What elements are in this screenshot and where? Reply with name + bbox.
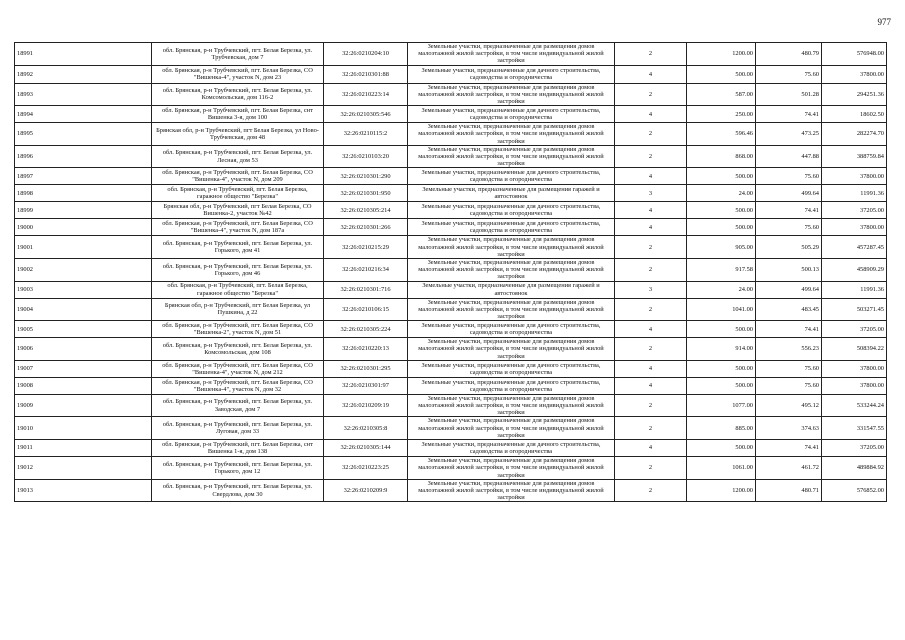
category-cell: 4 — [615, 65, 687, 83]
permitted-use-cell: Земельные участки, предназначенные для дачного строительства, садоводства и огородничества — [408, 202, 615, 219]
cadastral-value-cell: 508394.22 — [822, 338, 887, 361]
unit-price-cell: 75.60 — [756, 219, 822, 236]
area-cell: 1200.00 — [687, 43, 756, 66]
cadastral-number-cell: 32:26:0210301:290 — [324, 168, 408, 185]
table-row — [15, 440, 887, 457]
area-cell: 1041.00 — [687, 298, 756, 321]
address-cell: обл. Брянская, р-н Трубчевский, пгт. Белая Березка, СО "Вишенка-4", участок N, дом 23 — [152, 65, 324, 83]
unit-price-cell: 505.29 — [756, 236, 822, 259]
area-cell: 500.00 — [687, 168, 756, 185]
unit-price-cell: 499.64 — [756, 281, 822, 298]
permitted-use-cell: Земельные участки, предназначенные для размещения домов малоэтажной жилой застройки, в том числе индивидуальной жилой застройки — [408, 394, 615, 417]
cadastral-number-cell: 32:26:0210209:19 — [324, 394, 408, 417]
area-cell: 917.58 — [687, 259, 756, 282]
unit-price-cell: 374.63 — [756, 417, 822, 440]
address-cell: обл. Брянская, р-н Трубчевский, пгт. Белая Березка, ул. Заводская, дом 7 — [152, 394, 324, 417]
table-row — [15, 236, 887, 259]
cadastral-number-cell: 32:26:0210301:950 — [324, 185, 408, 202]
address-cell: обл. Брянская, р-н Трубчевский, пгт. Белая Березка, ул. Комсомольская, дом 108 — [152, 338, 324, 361]
cadastral-number-cell: 32:26:0210223:14 — [324, 83, 408, 106]
row-number-cell: 19004 — [15, 298, 152, 321]
unit-price-cell: 480.79 — [756, 43, 822, 66]
permitted-use-cell: Земельные участки, предназначенные для дачного строительства, садоводства и огородничества — [408, 440, 615, 457]
address-cell: обл. Брянская, р-н Трубчевский, пгт. Белая Березка, гаражное общество "Березка" — [152, 281, 324, 298]
permitted-use-cell: Земельные участки, предназначенные для дачного строительства, садоводства и огородничества — [408, 360, 615, 377]
cadastral-value-cell: 388759.84 — [822, 145, 887, 168]
area-cell: 500.00 — [687, 360, 756, 377]
area-cell: 596.46 — [687, 123, 756, 146]
unit-price-cell: 75.60 — [756, 360, 822, 377]
cadastral-value-cell: 503271.45 — [822, 298, 887, 321]
area-cell: 1061.00 — [687, 457, 756, 480]
unit-price-cell: 75.60 — [756, 65, 822, 83]
category-cell: 4 — [615, 321, 687, 338]
table-row — [15, 417, 887, 440]
table-row — [15, 145, 887, 168]
address-cell: обл. Брянская, р-н Трубчевский, пгт. Белая Березка, ул. Трубчевская, дом 7 — [152, 43, 324, 66]
permitted-use-cell: Земельные участки, предназначенные для дачного строительства, садоводства и огородничества — [408, 65, 615, 83]
table-row — [15, 202, 887, 219]
permitted-use-cell: Земельные участки, предназначенные для размещения домов малоэтажной жилой застройки, в том числе индивидуальной жилой застройки — [408, 43, 615, 66]
area-cell: 500.00 — [687, 65, 756, 83]
area-cell: 914.00 — [687, 338, 756, 361]
row-number-cell: 19010 — [15, 417, 152, 440]
address-cell: обл. Брянская, р-н Трубчевский, пгт. Белая Березка, снт Вишенка 1-я, дом 138 — [152, 440, 324, 457]
address-cell: обл. Брянская, р-н Трубчевский, пгт. Белая Березка, ул. Горького, дом 41 — [152, 236, 324, 259]
permitted-use-cell: Земельные участки, предназначенные для размещения гаражей и автостоянок — [408, 281, 615, 298]
cadastral-number-cell: 32:26:0210301:266 — [324, 219, 408, 236]
row-number-cell: 19005 — [15, 321, 152, 338]
row-number-cell: 19000 — [15, 219, 152, 236]
permitted-use-cell: Земельные участки, предназначенные для размещения домов малоэтажной жилой застройки, в том числе индивидуальной жилой застройки — [408, 236, 615, 259]
cadastral-value-cell: 533244.24 — [822, 394, 887, 417]
permitted-use-cell: Земельные участки, предназначенные для дачного строительства, садоводства и огородничества — [408, 168, 615, 185]
row-number-cell: 19007 — [15, 360, 152, 377]
cadastral-value-cell: 37800.00 — [822, 377, 887, 394]
row-number-cell: 19012 — [15, 457, 152, 480]
area-cell: 24.00 — [687, 185, 756, 202]
address-cell: обл. Брянская, р-н Трубчевский, пгт. Белая Березка, гаражное общество "Березка" — [152, 185, 324, 202]
unit-price-cell: 75.60 — [756, 377, 822, 394]
area-cell: 250.00 — [687, 106, 756, 123]
cadastral-number-cell: 32:26:0210305:144 — [324, 440, 408, 457]
cadastral-value-cell: 11991.36 — [822, 185, 887, 202]
permitted-use-cell: Земельные участки, предназначенные для размещения домов малоэтажной жилой застройки, в том числе индивидуальной жилой застройки — [408, 417, 615, 440]
address-cell: обл. Брянская, р-н Трубчевский, пгт. Белая Березка, снт Вишенка 3-я, дом 100 — [152, 106, 324, 123]
table-row — [15, 298, 887, 321]
address-cell: обл. Брянская, р-н Трубчевский, пгт. Белая Березка, ул. Луговая, дом 33 — [152, 417, 324, 440]
category-cell: 2 — [615, 259, 687, 282]
category-cell: 3 — [615, 185, 687, 202]
table-row — [15, 321, 887, 338]
unit-price-cell: 74.41 — [756, 202, 822, 219]
category-cell: 2 — [615, 83, 687, 106]
cadastral-number-cell: 32:26:0210215:29 — [324, 236, 408, 259]
category-cell: 2 — [615, 145, 687, 168]
category-cell: 4 — [615, 106, 687, 123]
row-number-cell: 18991 — [15, 43, 152, 66]
cadastral-number-cell: 32:26:0210305:546 — [324, 106, 408, 123]
category-cell: 2 — [615, 236, 687, 259]
cadastral-number-cell: 32:26:0210305:8 — [324, 417, 408, 440]
unit-price-cell: 473.25 — [756, 123, 822, 146]
table-row — [15, 168, 887, 185]
category-cell: 2 — [615, 338, 687, 361]
row-number-cell: 19001 — [15, 236, 152, 259]
address-cell: Брянская обл, р-н Трубчевский, пгт Белая Березка, ул Пушкина, д 22 — [152, 298, 324, 321]
category-cell: 4 — [615, 202, 687, 219]
unit-price-cell: 74.41 — [756, 440, 822, 457]
unit-price-cell: 501.28 — [756, 83, 822, 106]
table-row — [15, 377, 887, 394]
cadastral-number-cell: 32:26:0210220:13 — [324, 338, 408, 361]
row-number-cell: 19009 — [15, 394, 152, 417]
permitted-use-cell: Земельные участки, предназначенные для размещения домов малоэтажной жилой застройки, в том числе индивидуальной жилой застройки — [408, 83, 615, 106]
cadastral-number-cell: 32:26:0210301:88 — [324, 65, 408, 83]
category-cell: 3 — [615, 281, 687, 298]
table-row — [15, 185, 887, 202]
unit-price-cell: 74.41 — [756, 321, 822, 338]
cadastral-value-cell: 331547.55 — [822, 417, 887, 440]
cadastral-value-cell: 576948.00 — [822, 43, 887, 66]
cadastral-number-cell: 32:26:0210305:214 — [324, 202, 408, 219]
row-number-cell: 18996 — [15, 145, 152, 168]
unit-price-cell: 499.64 — [756, 185, 822, 202]
table-row — [15, 123, 887, 146]
cadastral-number-cell: 32:26:0210115:2 — [324, 123, 408, 146]
area-cell: 500.00 — [687, 202, 756, 219]
cadastral-number-cell: 32:26:0210103:20 — [324, 145, 408, 168]
unit-price-cell: 480.71 — [756, 479, 822, 502]
cadastral-value-cell: 37800.00 — [822, 65, 887, 83]
address-cell: обл. Брянская, р-н Трубчевский, пгт. Белая Березка, ул. Комсомольская, дом 116-2 — [152, 83, 324, 106]
table-row — [15, 106, 887, 123]
cadastral-number-cell: 32:26:0210301:295 — [324, 360, 408, 377]
category-cell: 4 — [615, 219, 687, 236]
table-row — [15, 281, 887, 298]
area-cell: 500.00 — [687, 440, 756, 457]
row-number-cell: 19006 — [15, 338, 152, 361]
address-cell: обл. Брянская, р-н Трубчевский, пгт. Белая Березка, ул. Свердлова, дом 30 — [152, 479, 324, 502]
permitted-use-cell: Земельные участки, предназначенные для размещения домов малоэтажной жилой застройки, в том числе индивидуальной жилой застройки — [408, 479, 615, 502]
address-cell: обл. Брянская, р-н Трубчевский, пгт. Белая Березка, СО "Вишенка-4", участок N, дом 187а — [152, 219, 324, 236]
area-cell: 905.00 — [687, 236, 756, 259]
table-row — [15, 65, 887, 83]
area-cell: 868.00 — [687, 145, 756, 168]
cadastral-value-cell: 294251.36 — [822, 83, 887, 106]
category-cell: 4 — [615, 360, 687, 377]
cadastral-number-cell: 32:26:0210106:15 — [324, 298, 408, 321]
address-cell: Брянская обл, р-н Трубчевский, пгт Белая Березка, СО Вишенка-2, участок №42 — [152, 202, 324, 219]
area-cell: 885.00 — [687, 417, 756, 440]
address-cell: обл. Брянская, р-н Трубчевский, пгт. Белая Березка, СО "Вишенка-4", участок N, дом 32 — [152, 377, 324, 394]
table-row — [15, 394, 887, 417]
area-cell: 587.00 — [687, 83, 756, 106]
table-row — [15, 219, 887, 236]
permitted-use-cell: Земельные участки, предназначенные для размещения домов малоэтажной жилой застройки, в том числе индивидуальной жилой застройки — [408, 457, 615, 480]
address-cell: обл. Брянская, р-н Трубчевский, пгт. Белая Березка, ул. Лесная, дом 53 — [152, 145, 324, 168]
unit-price-cell: 556.23 — [756, 338, 822, 361]
address-cell: обл. Брянская, р-н Трубчевский, пгт. Белая Березка, СО "Вишенка-4", участок N, дом 209 — [152, 168, 324, 185]
category-cell: 2 — [615, 298, 687, 321]
row-number-cell: 18998 — [15, 185, 152, 202]
row-number-cell: 19003 — [15, 281, 152, 298]
table-row — [15, 479, 887, 502]
area-cell: 500.00 — [687, 219, 756, 236]
cadastral-value-table — [14, 42, 887, 502]
area-cell: 500.00 — [687, 377, 756, 394]
area-cell: 1077.00 — [687, 394, 756, 417]
cadastral-number-cell: 32:26:0210301:97 — [324, 377, 408, 394]
cadastral-number-cell: 32:26:0210216:34 — [324, 259, 408, 282]
cadastral-value-cell: 11991.36 — [822, 281, 887, 298]
permitted-use-cell: Земельные участки, предназначенные для дачного строительства, садоводства и огородничества — [408, 106, 615, 123]
row-number-cell: 18994 — [15, 106, 152, 123]
area-cell: 1200.00 — [687, 479, 756, 502]
category-cell: 4 — [615, 168, 687, 185]
category-cell: 2 — [615, 479, 687, 502]
row-number-cell: 18997 — [15, 168, 152, 185]
table-row — [15, 259, 887, 282]
page-number: 977 — [877, 17, 891, 27]
cadastral-number-cell: 32:26:0210301:716 — [324, 281, 408, 298]
permitted-use-cell: Земельные участки, предназначенные для дачного строительства, садоводства и огородничества — [408, 219, 615, 236]
permitted-use-cell: Земельные участки, предназначенные для размещения домов малоэтажной жилой застройки, в том числе индивидуальной жилой застройки — [408, 145, 615, 168]
category-cell: 4 — [615, 440, 687, 457]
unit-price-cell: 74.41 — [756, 106, 822, 123]
permitted-use-cell: Земельные участки, предназначенные для размещения гаражей и автостоянок — [408, 185, 615, 202]
cadastral-value-cell: 37800.00 — [822, 168, 887, 185]
cadastral-number-cell: 32:26:0210204:10 — [324, 43, 408, 66]
cadastral-value-cell: 458909.29 — [822, 259, 887, 282]
permitted-use-cell: Земельные участки, предназначенные для размещения домов малоэтажной жилой застройки, в том числе индивидуальной жилой застройки — [408, 259, 615, 282]
row-number-cell: 19008 — [15, 377, 152, 394]
area-cell: 500.00 — [687, 321, 756, 338]
table-body — [15, 43, 887, 502]
permitted-use-cell: Земельные участки, предназначенные для размещения домов малоэтажной жилой застройки, в том числе индивидуальной жилой застройки — [408, 123, 615, 146]
category-cell: 2 — [615, 457, 687, 480]
permitted-use-cell: Земельные участки, предназначенные для дачного строительства, садоводства и огородничества — [408, 377, 615, 394]
unit-price-cell: 495.12 — [756, 394, 822, 417]
row-number-cell: 19013 — [15, 479, 152, 502]
table-row — [15, 457, 887, 480]
permitted-use-cell: Земельные участки, предназначенные для размещения домов малоэтажной жилой застройки, в том числе индивидуальной жилой застройки — [408, 298, 615, 321]
unit-price-cell: 461.72 — [756, 457, 822, 480]
unit-price-cell: 447.88 — [756, 145, 822, 168]
cadastral-value-cell: 489884.92 — [822, 457, 887, 480]
unit-price-cell: 483.45 — [756, 298, 822, 321]
table-row — [15, 43, 887, 66]
category-cell: 2 — [615, 394, 687, 417]
cadastral-value-cell: 18602.50 — [822, 106, 887, 123]
cadastral-value-cell: 37205.00 — [822, 321, 887, 338]
category-cell: 2 — [615, 43, 687, 66]
area-cell: 24.00 — [687, 281, 756, 298]
address-cell: обл. Брянская, р-н Трубчевский, пгт. Белая Березка, СО "Вишенка-2", участок N, дом 51 — [152, 321, 324, 338]
row-number-cell: 18993 — [15, 83, 152, 106]
cadastral-number-cell: 32:26:0210209:9 — [324, 479, 408, 502]
category-cell: 2 — [615, 123, 687, 146]
address-cell: обл. Брянская, р-н Трубчевский, пгт. Белая Березка, ул. Горького, дом 12 — [152, 457, 324, 480]
cadastral-value-cell: 37800.00 — [822, 360, 887, 377]
cadastral-value-cell: 37800.00 — [822, 219, 887, 236]
permitted-use-cell: Земельные участки, предназначенные для размещения домов малоэтажной жилой застройки, в том числе индивидуальной жилой застройки — [408, 338, 615, 361]
unit-price-cell: 75.60 — [756, 168, 822, 185]
category-cell: 4 — [615, 377, 687, 394]
cadastral-value-cell: 457287.45 — [822, 236, 887, 259]
table-row — [15, 360, 887, 377]
address-cell: Брянская обл, р-н Трубчевский, пгт Белая Березка, ул Ново-Трубчевская, дом 48 — [152, 123, 324, 146]
row-number-cell: 18999 — [15, 202, 152, 219]
row-number-cell: 18992 — [15, 65, 152, 83]
row-number-cell: 19011 — [15, 440, 152, 457]
table-row — [15, 338, 887, 361]
cadastral-number-cell: 32:26:0210305:224 — [324, 321, 408, 338]
table-row — [15, 83, 887, 106]
address-cell: обл. Брянская, р-н Трубчевский, пгт. Белая Березка, СО "Вишенка-4", участок N, дом 212 — [152, 360, 324, 377]
cadastral-value-cell: 576852.00 — [822, 479, 887, 502]
unit-price-cell: 500.13 — [756, 259, 822, 282]
row-number-cell: 19002 — [15, 259, 152, 282]
cadastral-value-cell: 37205.00 — [822, 202, 887, 219]
cadastral-value-cell: 282274.70 — [822, 123, 887, 146]
address-cell: обл. Брянская, р-н Трубчевский, пгт. Белая Березка, ул. Горького, дом 46 — [152, 259, 324, 282]
permitted-use-cell: Земельные участки, предназначенные для дачного строительства, садоводства и огородничества — [408, 321, 615, 338]
category-cell: 2 — [615, 417, 687, 440]
row-number-cell: 18995 — [15, 123, 152, 146]
cadastral-number-cell: 32:26:0210223:25 — [324, 457, 408, 480]
cadastral-value-cell: 37205.00 — [822, 440, 887, 457]
